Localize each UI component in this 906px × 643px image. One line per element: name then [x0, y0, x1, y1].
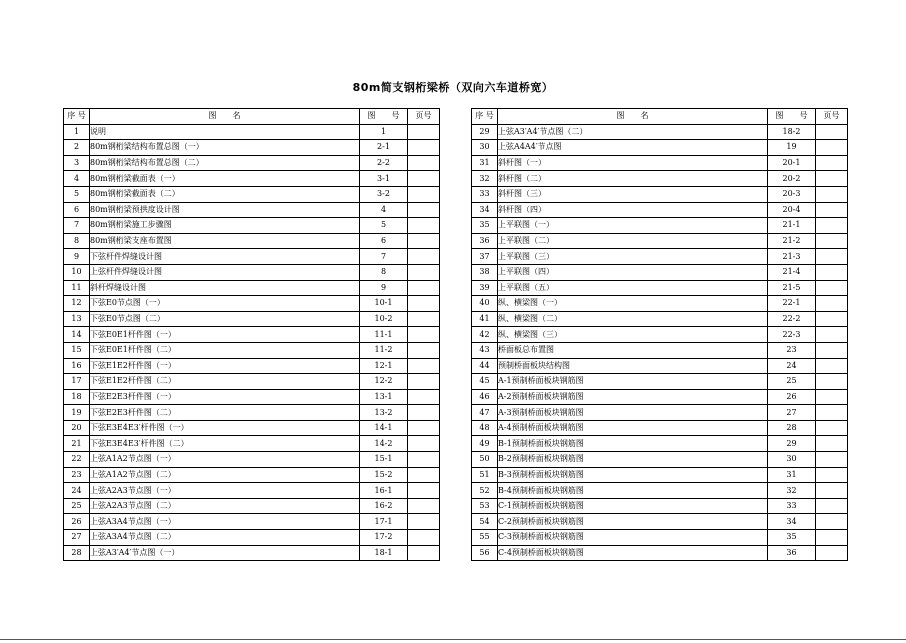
- page-number: [408, 155, 440, 171]
- drawing-number: 19: [768, 140, 816, 156]
- table-row: [472, 436, 848, 452]
- drawing-number: 9: [360, 280, 408, 296]
- table-row: [472, 311, 848, 327]
- page-number: [816, 436, 848, 452]
- row-number: 4: [64, 171, 90, 187]
- drawing-name: 上平联图（四）: [498, 264, 768, 280]
- page-number: [816, 155, 848, 171]
- row-number: 40: [472, 296, 498, 312]
- page-number: [816, 389, 848, 405]
- row-number: 13: [64, 311, 90, 327]
- table-row: [472, 530, 848, 546]
- table-row: [472, 140, 848, 156]
- drawing-name: 斜杆图（三）: [498, 186, 768, 202]
- drawing-name: 下弦E0节点图（一）: [90, 296, 360, 312]
- drawing-name: 说明: [90, 124, 360, 140]
- page-number: [408, 436, 440, 452]
- drawing-number: 14-1: [360, 420, 408, 436]
- table-row: [472, 374, 848, 390]
- drawing-name: 80m钢桁梁结构布置总图（一）: [90, 140, 360, 156]
- drawing-name: 80m钢桁梁预拱度设计图: [90, 202, 360, 218]
- drawing-number: 7: [360, 249, 408, 265]
- row-number: 7: [64, 218, 90, 234]
- table-row: [64, 498, 440, 514]
- row-number: 45: [472, 374, 498, 390]
- drawing-number: 21-2: [768, 233, 816, 249]
- table-row: [472, 233, 848, 249]
- row-number: 9: [64, 249, 90, 265]
- table-row: [472, 389, 848, 405]
- drawing-name: 桥面板总布置图: [498, 342, 768, 358]
- row-number: 44: [472, 358, 498, 374]
- table-row: [472, 358, 848, 374]
- drawing-number: 15-2: [360, 467, 408, 483]
- drawing-number: 24: [768, 358, 816, 374]
- table-row: [472, 186, 848, 202]
- drawing-number: 20-3: [768, 186, 816, 202]
- drawing-name: 下弦杆件焊缝设计图: [90, 249, 360, 265]
- page-number: [816, 420, 848, 436]
- row-number: 56: [472, 545, 498, 561]
- drawing-name: C-1预制桥面板块钢筋图: [498, 498, 768, 514]
- table-row: [472, 171, 848, 187]
- drawing-number: 25: [768, 374, 816, 390]
- row-number: 3: [64, 155, 90, 171]
- page-number: [408, 140, 440, 156]
- drawing-name: 上弦A3A4节点图（二）: [90, 530, 360, 546]
- drawing-number: 34: [768, 514, 816, 530]
- header-name: 图 名: [498, 109, 768, 125]
- drawing-name: A-3预制桥面板块钢筋图: [498, 405, 768, 421]
- row-number: 26: [64, 514, 90, 530]
- drawing-number: 31: [768, 467, 816, 483]
- page-number: [816, 311, 848, 327]
- drawing-number: 3-2: [360, 186, 408, 202]
- page-number: [408, 514, 440, 530]
- page-number: [408, 342, 440, 358]
- drawing-name: 80m钢桁梁截面表（一）: [90, 171, 360, 187]
- row-number: 50: [472, 452, 498, 468]
- drawing-number: 21-4: [768, 264, 816, 280]
- drawing-name: 斜杆焊缝设计图: [90, 280, 360, 296]
- drawing-name: 下弦E1E2杆件图（一）: [90, 358, 360, 374]
- row-number: 8: [64, 233, 90, 249]
- drawing-number: 21-5: [768, 280, 816, 296]
- drawing-number: 5: [360, 218, 408, 234]
- row-number: 43: [472, 342, 498, 358]
- drawing-name: C-4预制桥面板块钢筋图: [498, 545, 768, 561]
- table-row: [64, 218, 440, 234]
- drawing-number: 22-3: [768, 327, 816, 343]
- drawing-number: 16-2: [360, 498, 408, 514]
- table-row: [64, 186, 440, 202]
- row-number: 30: [472, 140, 498, 156]
- page-number: [408, 124, 440, 140]
- drawing-number: 21-1: [768, 218, 816, 234]
- row-number: 33: [472, 186, 498, 202]
- table-row: [64, 452, 440, 468]
- row-number: 14: [64, 327, 90, 343]
- page-number: [816, 218, 848, 234]
- drawing-number: 11-1: [360, 327, 408, 343]
- table-row: [64, 264, 440, 280]
- row-number: 20: [64, 420, 90, 436]
- drawing-name: 下弦E2E3杆件图（一）: [90, 389, 360, 405]
- row-number: 16: [64, 358, 90, 374]
- drawing-name: 斜杆图（四）: [498, 202, 768, 218]
- row-number: 51: [472, 467, 498, 483]
- table-row: [472, 342, 848, 358]
- page-number: [408, 171, 440, 187]
- drawing-number: 17-2: [360, 530, 408, 546]
- table-row: [64, 202, 440, 218]
- drawing-index-table-right: [471, 108, 848, 561]
- drawing-number: 3-1: [360, 171, 408, 187]
- page-number: [816, 405, 848, 421]
- drawing-number: 35: [768, 530, 816, 546]
- page-number: [408, 452, 440, 468]
- page-number: [408, 218, 440, 234]
- page-number: [816, 140, 848, 156]
- drawing-number: 15-1: [360, 452, 408, 468]
- page-number: [816, 327, 848, 343]
- drawing-name: 下弦E3E4E3′杆件图（一）: [90, 420, 360, 436]
- drawing-name: 上弦A3A4节点图（一）: [90, 514, 360, 530]
- page-number: [408, 405, 440, 421]
- table-row: [64, 436, 440, 452]
- table-row: [472, 514, 848, 530]
- header-no: 序 号: [64, 109, 90, 125]
- drawing-name: 上弦A1A2节点图（一）: [90, 452, 360, 468]
- drawing-number: 22-2: [768, 311, 816, 327]
- table-row: [472, 202, 848, 218]
- header-name: 图 名: [90, 109, 360, 125]
- table-row: [64, 483, 440, 499]
- row-number: 6: [64, 202, 90, 218]
- row-number: 28: [64, 545, 90, 561]
- table-row: [472, 452, 848, 468]
- drawing-name: 上平联图（一）: [498, 218, 768, 234]
- table-header-row: [64, 109, 440, 125]
- row-number: 52: [472, 483, 498, 499]
- table-row: [472, 296, 848, 312]
- header-no: 序 号: [472, 109, 498, 125]
- table-row: [472, 249, 848, 265]
- drawing-name: 纵、横梁图（三）: [498, 327, 768, 343]
- drawing-name: 80m钢桁梁截面表（二）: [90, 186, 360, 202]
- drawing-name: 80m钢桁梁结构布置总图（二）: [90, 155, 360, 171]
- drawing-number: 21-3: [768, 249, 816, 265]
- drawing-name: A-1预制桥面板块钢筋图: [498, 374, 768, 390]
- drawing-name: 上平联图（二）: [498, 233, 768, 249]
- table-row: [64, 233, 440, 249]
- drawing-name: 下弦E1E2杆件图（二）: [90, 374, 360, 390]
- row-number: 22: [64, 452, 90, 468]
- drawing-name: A-2预制桥面板块钢筋图: [498, 389, 768, 405]
- page-title: 80m简支钢桁梁桥（双向六车道桥宽）: [352, 81, 554, 94]
- drawing-name: 下弦E2E3杆件图（二）: [90, 405, 360, 421]
- drawing-number: 8: [360, 264, 408, 280]
- drawing-name: 上弦A3′A4′节点图（二）: [498, 124, 768, 140]
- drawing-number: 27: [768, 405, 816, 421]
- drawing-number: 17-1: [360, 514, 408, 530]
- header-drawing-no: 图 号: [360, 109, 408, 125]
- header-page: 页号: [408, 109, 440, 125]
- drawing-name: 下弦E0E1杆件图（一）: [90, 327, 360, 343]
- row-number: 55: [472, 530, 498, 546]
- page-number: [816, 264, 848, 280]
- drawing-number: 18-2: [768, 124, 816, 140]
- row-number: 31: [472, 155, 498, 171]
- drawing-name: C-2预制桥面板块钢筋图: [498, 514, 768, 530]
- drawing-name: 上平联图（三）: [498, 249, 768, 265]
- table-row: [472, 327, 848, 343]
- drawing-name: 上弦A4A4′节点图: [498, 140, 768, 156]
- row-number: 25: [64, 498, 90, 514]
- row-number: 5: [64, 186, 90, 202]
- page-number: [816, 374, 848, 390]
- table-row: [64, 171, 440, 187]
- drawing-name: 上弦A3′A4′节点图（一）: [90, 545, 360, 561]
- page-number: [408, 264, 440, 280]
- page-number: [816, 483, 848, 499]
- drawing-number: 29: [768, 436, 816, 452]
- table-row: [472, 405, 848, 421]
- row-number: 32: [472, 171, 498, 187]
- row-number: 49: [472, 436, 498, 452]
- drawing-number: 16-1: [360, 483, 408, 499]
- table-row: [472, 124, 848, 140]
- drawing-name: 上弦A1A2节点图（二）: [90, 467, 360, 483]
- page-number: [408, 202, 440, 218]
- drawing-number: 4: [360, 202, 408, 218]
- row-number: 48: [472, 420, 498, 436]
- row-number: 36: [472, 233, 498, 249]
- row-number: 53: [472, 498, 498, 514]
- page-number: [408, 296, 440, 312]
- table-row: [64, 405, 440, 421]
- table-row: [64, 358, 440, 374]
- table-row: [64, 342, 440, 358]
- page-number: [816, 452, 848, 468]
- page-number: [408, 389, 440, 405]
- row-number: 54: [472, 514, 498, 530]
- drawing-name: 80m钢桁梁支座布置图: [90, 233, 360, 249]
- drawing-name: 斜杆图（一）: [498, 155, 768, 171]
- drawing-number: 22-1: [768, 296, 816, 312]
- page-number: [408, 483, 440, 499]
- page-number: [408, 233, 440, 249]
- table-row: [64, 249, 440, 265]
- header-page: 页号: [816, 109, 848, 125]
- table-row: [472, 483, 848, 499]
- drawing-name: 上弦A2A3节点图（二）: [90, 498, 360, 514]
- page-number: [816, 249, 848, 265]
- drawing-name: B-4预制桥面板块钢筋图: [498, 483, 768, 499]
- row-number: 38: [472, 264, 498, 280]
- table-row: [64, 140, 440, 156]
- table-row: [472, 280, 848, 296]
- page-number: [408, 327, 440, 343]
- page-number: [408, 280, 440, 296]
- row-number: 21: [64, 436, 90, 452]
- row-number: 12: [64, 296, 90, 312]
- page-number: [408, 530, 440, 546]
- drawing-number: 1: [360, 124, 408, 140]
- table-row: [472, 545, 848, 561]
- page-number: [408, 420, 440, 436]
- drawing-name: B-3预制桥面板块钢筋图: [498, 467, 768, 483]
- drawing-number: 14-2: [360, 436, 408, 452]
- table-row: [64, 155, 440, 171]
- page-number: [816, 280, 848, 296]
- row-number: 17: [64, 374, 90, 390]
- row-number: 39: [472, 280, 498, 296]
- drawing-name: A-4预制桥面板块钢筋图: [498, 420, 768, 436]
- row-number: 34: [472, 202, 498, 218]
- drawing-number: 32: [768, 483, 816, 499]
- drawing-name: 80m钢桁梁施工步骤图: [90, 218, 360, 234]
- page-number: [816, 186, 848, 202]
- row-number: 24: [64, 483, 90, 499]
- row-number: 19: [64, 405, 90, 421]
- drawing-number: 20-1: [768, 155, 816, 171]
- drawing-name: 斜杆图（二）: [498, 171, 768, 187]
- drawing-number: 12-1: [360, 358, 408, 374]
- page-number: [408, 498, 440, 514]
- drawing-number: 2-2: [360, 155, 408, 171]
- table-row: [472, 498, 848, 514]
- drawing-name: 上平联图（五）: [498, 280, 768, 296]
- page-number: [408, 467, 440, 483]
- table-row: [64, 389, 440, 405]
- drawing-number: 26: [768, 389, 816, 405]
- table-row: [64, 467, 440, 483]
- page-number: [816, 514, 848, 530]
- table-row: [64, 124, 440, 140]
- page-number: [816, 202, 848, 218]
- row-number: 11: [64, 280, 90, 296]
- drawing-name: 下弦E0E1杆件图（二）: [90, 342, 360, 358]
- table-row: [472, 420, 848, 436]
- table-row: [64, 296, 440, 312]
- row-number: 42: [472, 327, 498, 343]
- drawing-name: 上弦A2A3节点图（一）: [90, 483, 360, 499]
- row-number: 27: [64, 530, 90, 546]
- table-row: [64, 545, 440, 561]
- table-row: [64, 420, 440, 436]
- table-row: [472, 467, 848, 483]
- row-number: 10: [64, 264, 90, 280]
- table-row: [64, 311, 440, 327]
- drawing-number: 13-1: [360, 389, 408, 405]
- page-number: [408, 249, 440, 265]
- table-header-row: [472, 109, 848, 125]
- drawing-number: 20-2: [768, 171, 816, 187]
- drawing-name: 纵、横梁图（一）: [498, 296, 768, 312]
- drawing-number: 10-1: [360, 296, 408, 312]
- drawing-name: 纵、横梁图（二）: [498, 311, 768, 327]
- table-row: [64, 327, 440, 343]
- drawing-number: 10-2: [360, 311, 408, 327]
- table-row: [64, 374, 440, 390]
- table-row: [472, 218, 848, 234]
- page-number: [816, 342, 848, 358]
- row-number: 18: [64, 389, 90, 405]
- page-number: [816, 467, 848, 483]
- drawing-name: C-3预制桥面板块钢筋图: [498, 530, 768, 546]
- page-number: [816, 545, 848, 561]
- row-number: 47: [472, 405, 498, 421]
- page-number: [816, 171, 848, 187]
- page-number: [816, 296, 848, 312]
- header-drawing-no: 图 号: [768, 109, 816, 125]
- row-number: 2: [64, 140, 90, 156]
- table-row: [64, 514, 440, 530]
- page-number: [408, 358, 440, 374]
- drawing-number: 33: [768, 498, 816, 514]
- drawing-number: 11-2: [360, 342, 408, 358]
- table-row: [64, 280, 440, 296]
- drawing-number: 12-2: [360, 374, 408, 390]
- row-number: 15: [64, 342, 90, 358]
- page-number: [816, 498, 848, 514]
- drawing-name: 预制桥面板块结构图: [498, 358, 768, 374]
- page-number: [816, 358, 848, 374]
- page-bottom-rule: [0, 639, 906, 640]
- row-number: 1: [64, 124, 90, 140]
- table-row: [472, 264, 848, 280]
- drawing-name: B-1预制桥面板块钢筋图: [498, 436, 768, 452]
- drawing-number: 28: [768, 420, 816, 436]
- drawing-name: 上弦杆件焊缝设计图: [90, 264, 360, 280]
- row-number: 35: [472, 218, 498, 234]
- drawing-number: 13-2: [360, 405, 408, 421]
- page-number: [408, 374, 440, 390]
- row-number: 29: [472, 124, 498, 140]
- drawing-number: 6: [360, 233, 408, 249]
- page-number: [816, 124, 848, 140]
- drawing-name: 下弦E3E4E3′杆件图（二）: [90, 436, 360, 452]
- drawing-name: B-2预制桥面板块钢筋图: [498, 452, 768, 468]
- drawing-name: 下弦E0节点图（二）: [90, 311, 360, 327]
- page-number: [408, 545, 440, 561]
- page-number: [816, 233, 848, 249]
- row-number: 41: [472, 311, 498, 327]
- row-number: 23: [64, 467, 90, 483]
- drawing-number: 18-1: [360, 545, 408, 561]
- drawing-number: 2-1: [360, 140, 408, 156]
- drawing-index-table-left: [63, 108, 440, 561]
- drawing-number: 30: [768, 452, 816, 468]
- page-number: [408, 311, 440, 327]
- drawing-number: 23: [768, 342, 816, 358]
- page-number: [816, 530, 848, 546]
- drawing-number: 20-4: [768, 202, 816, 218]
- row-number: 46: [472, 389, 498, 405]
- row-number: 37: [472, 249, 498, 265]
- page-number: [408, 186, 440, 202]
- drawing-number: 36: [768, 545, 816, 561]
- table-row: [64, 530, 440, 546]
- table-row: [472, 155, 848, 171]
